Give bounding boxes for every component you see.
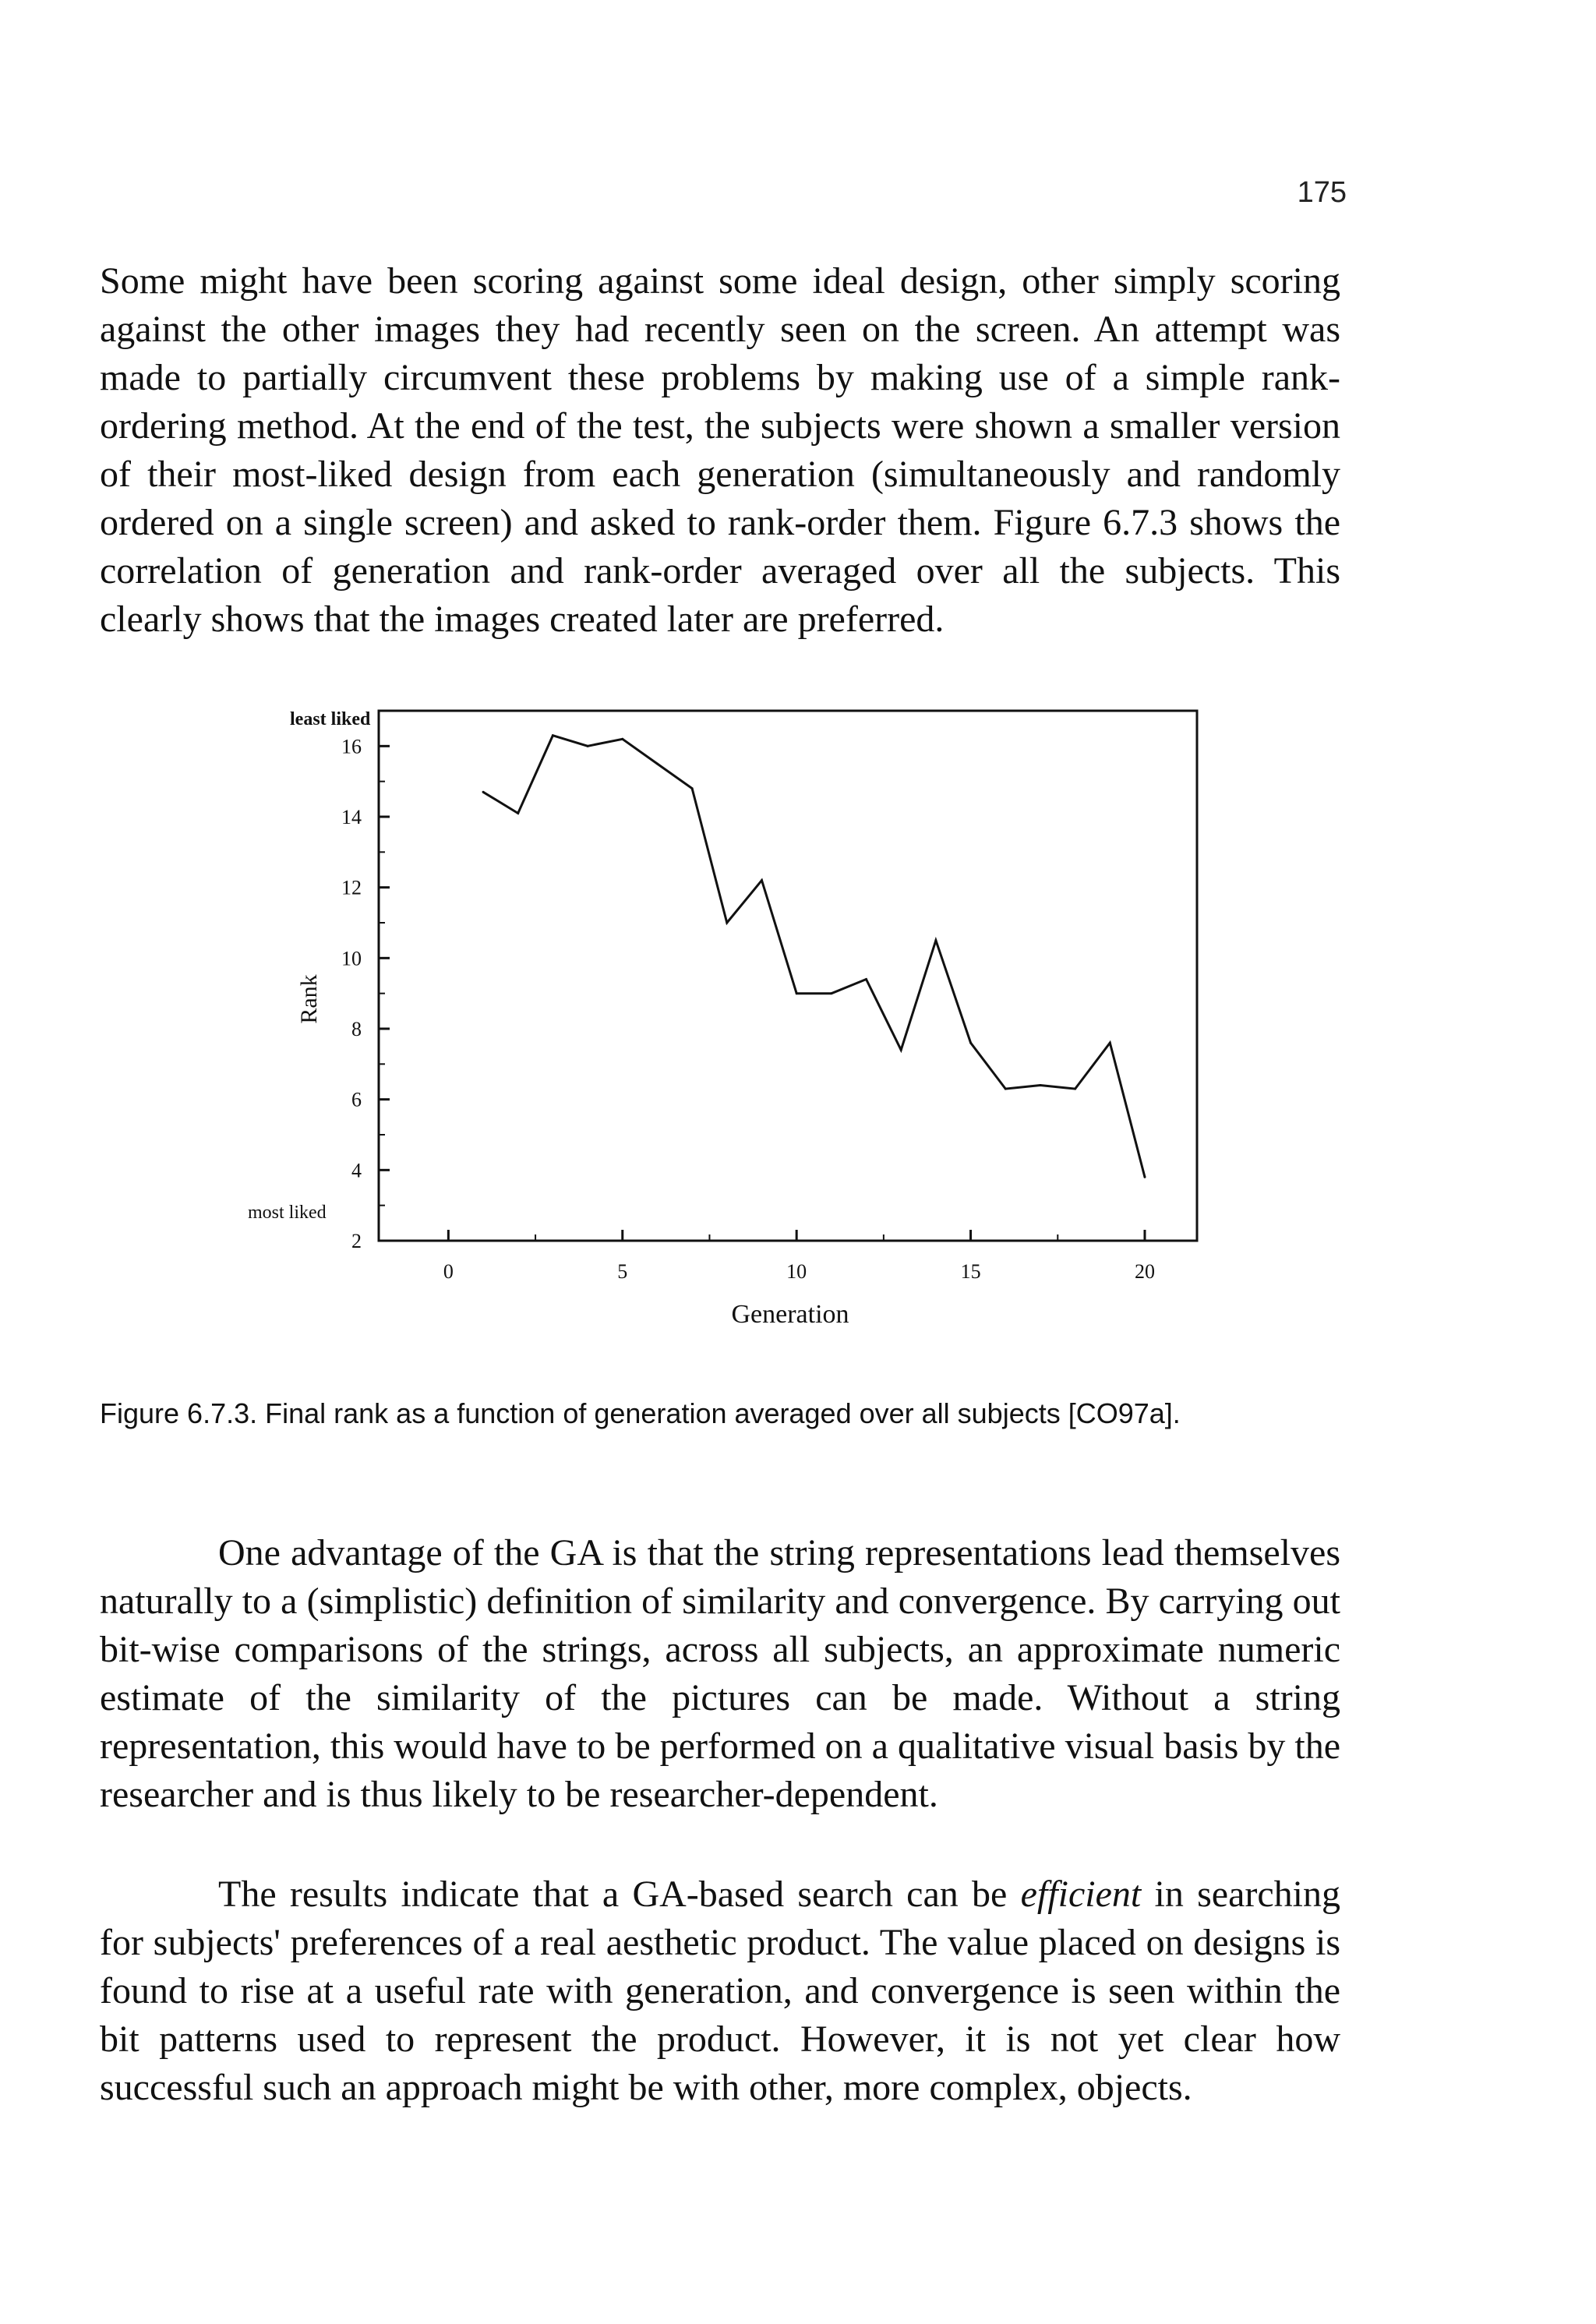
data-point xyxy=(900,1049,902,1051)
x-tick-label: 20 xyxy=(1134,1260,1155,1283)
data-point xyxy=(761,879,763,881)
data-point xyxy=(830,992,832,994)
page-number: 175 xyxy=(1297,176,1347,209)
data-point xyxy=(621,738,623,740)
y-bottom-label: most liked xyxy=(248,1203,327,1223)
x-tick-label: 15 xyxy=(960,1260,981,1283)
x-axis xyxy=(443,1230,1155,1283)
body-paragraph: Some might have been scoring against some ideal design, other simply scoring against the other images they had recently seen on the screen. An attempt was made to partially circumvent these problems by making use of a simple rank-ordering method. At the end of the test, the subjects were shown a smaller version of their most-liked design from each generation (simultaneously and randomly ordered on a single screen) and asked to rank-order them. Figure 6.7.3 shows the correlation of generation and rank-order averaged over all the subjects. This clearly shows that the images created later are preferred. xyxy=(100,260,1340,640)
y-tick-label: 6 xyxy=(351,1088,362,1111)
y-tick-label: 14 xyxy=(341,806,362,828)
y-tick-label: 8 xyxy=(351,1018,362,1040)
plot-frame xyxy=(379,711,1197,1241)
data-point xyxy=(796,992,798,994)
data-point xyxy=(482,791,485,793)
data-point xyxy=(517,812,519,814)
x-axis-title: Generation xyxy=(731,1300,849,1329)
data-point xyxy=(552,734,554,736)
data-point xyxy=(934,939,937,941)
x-tick-label: 10 xyxy=(786,1260,807,1283)
x-tick-label: 0 xyxy=(443,1260,454,1283)
text-run: in searching for subjects' preferences of a real aesthetic product. The value placed on designs is found to rise at a useful rate with generation, and convergence is seen within the bit patterns used to represent the product. However, it is not yet clear how successful such an approach might be with other, more complex, objects. xyxy=(100,1874,1340,2108)
data-point xyxy=(587,745,589,747)
rank-vs-generation-chart xyxy=(210,694,1255,1348)
emphasized-word: efficient xyxy=(1020,1874,1142,1915)
y-tick-label: 12 xyxy=(341,876,362,899)
data-point xyxy=(969,1042,972,1044)
body-paragraph xyxy=(100,1870,1340,2112)
data-point xyxy=(656,763,659,765)
figure-caption: Figure 6.7.3. Final rank as a function of generation averaged over all subjects [CO97a]. xyxy=(100,1397,1181,1429)
data-point xyxy=(1039,1084,1041,1086)
data-point xyxy=(1109,1042,1111,1044)
data-point xyxy=(1074,1088,1076,1090)
y-tick-label: 10 xyxy=(341,947,362,970)
y-tick-label: 2 xyxy=(351,1230,362,1252)
x-tick-label: 5 xyxy=(617,1260,628,1283)
data-point xyxy=(726,922,728,924)
rank-series-line xyxy=(483,736,1145,1178)
y-axis xyxy=(341,735,390,1252)
text-run: The results indicate that a GA-based search can be xyxy=(218,1874,1021,1915)
data-point xyxy=(1143,1176,1146,1178)
y-tick-label: 16 xyxy=(341,735,362,758)
body-paragraph: One advantage of the GA is that the string representations lead themselves naturally to a (simplistic) definition of similarity and convergence. By carrying out bit-wise comparisons of the strings, across all subjects, an approximate numeric estimate of the similarity of the pictures can be made. Without a string representation, this would have to be performed on a qualitative visual basis by the researcher and is thus likely to be researcher-dependent. xyxy=(100,1532,1340,1815)
data-point xyxy=(1005,1088,1007,1090)
y-top-label: least liked xyxy=(290,709,371,729)
y-tick-label: 4 xyxy=(351,1159,362,1182)
series-points xyxy=(482,734,1146,1178)
y-axis-title: Rank xyxy=(296,974,322,1024)
data-point xyxy=(691,787,694,789)
data-point xyxy=(865,978,867,980)
